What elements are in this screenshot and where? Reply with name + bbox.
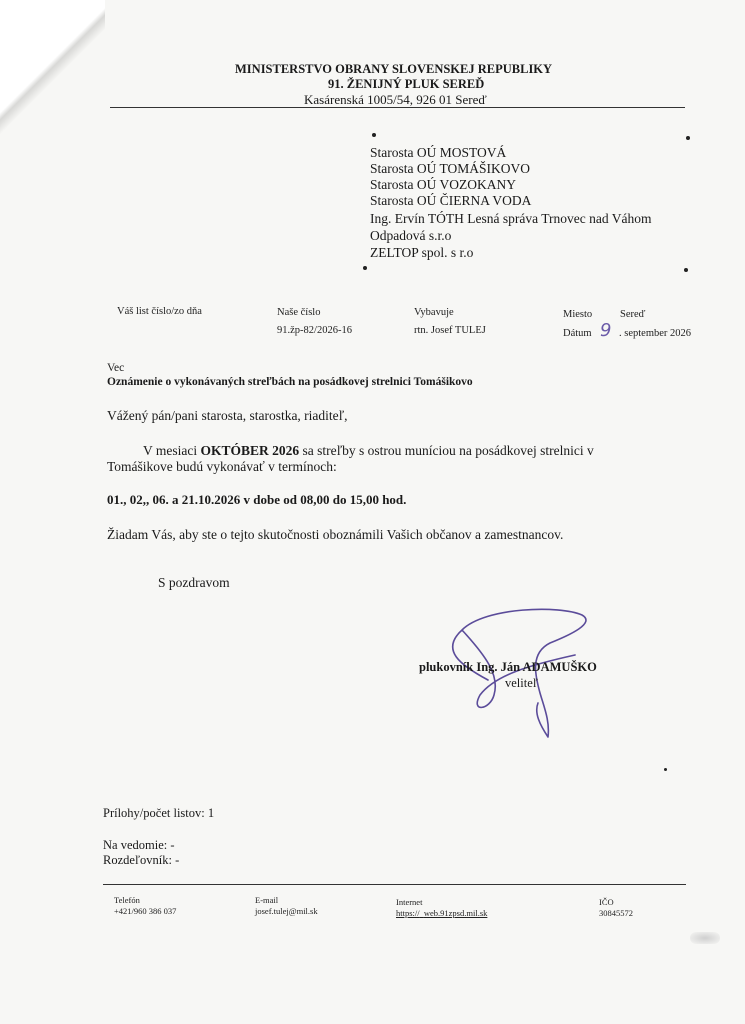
footer-ico — [599, 897, 633, 919]
signatory-name: plukovník Ing. Ján ADAMUŠKO — [419, 660, 597, 674]
ref-handler-value: rtn. Josef TULEJ — [414, 325, 486, 336]
footer-phone — [114, 895, 176, 917]
closing-greeting: S pozdravom — [158, 575, 230, 590]
body-p1-rest: sa streľby s ostrou muníciou na posádkovej strelnici v — [299, 443, 594, 458]
na-vedomie: Na vedomie: - — [103, 838, 175, 852]
ref-date-label: Dátum — [563, 328, 592, 339]
recipient-line: Starosta OÚ ČIERNA VODA — [370, 193, 532, 208]
footer-rule — [103, 884, 686, 885]
scan-smudge — [690, 932, 720, 944]
salutation: Vážený pán/pani starosta, starostka, riaditeľ, — [107, 408, 348, 423]
body-paragraph-line2: Tomášikove budú vykonávať v termínoch: — [107, 459, 337, 474]
footer-ico-label: IČO — [599, 897, 614, 907]
footer-internet — [396, 897, 487, 919]
footer-email-value[interactable]: josef.tulej@mil.sk — [255, 906, 318, 916]
address-marker-dot — [686, 136, 690, 140]
address-marker-dot — [372, 133, 376, 137]
footer-email-label: E-mail — [255, 895, 279, 905]
recipient-line: ZELTOP spol. s r.o — [370, 245, 474, 260]
recipient-line: Starosta OÚ VOZOKANY — [370, 177, 516, 192]
body-p1-month: OKTÓBER 2026 — [200, 443, 300, 458]
recipient-line: Ing. Ervín TÓTH Lesná správa Trnovec nad Váhom — [370, 211, 652, 226]
firing-dates: 01., 02,, 06. a 21.10.2026 v dobe od 08,00 do 15,00 hod. — [107, 492, 407, 507]
recipient-line: Starosta OÚ MOSTOVÁ — [370, 145, 507, 160]
footer-internet-value: web.91zpsd.mil.sk — [423, 908, 488, 918]
address-marker-dot — [363, 266, 367, 270]
subject-title: Oznámenie o vykonávaných streľbách na posádkovej strelnici Tomášikovo — [107, 376, 473, 388]
header-address: Kasárenská 1005/54, 926 01 Sereď — [304, 92, 487, 107]
footer-phone-value: +421/960 386 037 — [114, 906, 177, 916]
ref-date-day-handwritten: 9 — [600, 320, 612, 341]
recipient-line: Starosta OÚ TOMÁŠIKOVO — [370, 161, 531, 176]
ref-our-number-label: Naše číslo — [277, 307, 321, 318]
header-rule — [110, 107, 685, 108]
ref-your-letter-label: Váš list číslo/zo dňa — [117, 306, 202, 317]
body-p1-prefix: V mesiaci — [143, 443, 201, 458]
attachments-count: Prílohy/počet listov: 1 — [103, 806, 215, 820]
footer-email — [255, 895, 318, 917]
speck — [664, 768, 667, 771]
subject-label: Vec — [107, 362, 125, 374]
ref-handler-label: Vybavuje — [414, 307, 454, 318]
recipient-line: Odpadová s.r.o — [370, 228, 452, 243]
header-ministry: MINISTERSTVO OBRANY SLOVENSKEJ REPUBLIKY — [235, 62, 553, 76]
ref-date-rest: . september 2026 — [619, 328, 692, 339]
rozdelovnik: Rozdeľovník: - — [103, 853, 180, 867]
address-marker-dot — [684, 268, 688, 272]
header-unit: 91. ŽENIJNÝ PLUK SEREĎ — [328, 77, 485, 91]
folded-corner — [0, 0, 105, 140]
ref-place-label: Miesto — [563, 309, 593, 320]
body-paragraph-line1 — [143, 443, 594, 459]
footer-internet-label: Internet — [396, 897, 423, 907]
ref-our-number-value: 91.žp-82/2026-16 — [277, 325, 352, 336]
footer-internet-prefix: https:// — [396, 908, 420, 918]
request-text: Žiadam Vás, aby ste o tejto skutočnosti oboznámili Vašich občanov a zamestnancov. — [107, 527, 564, 542]
footer-internet-link[interactable] — [396, 908, 487, 919]
ref-place-value: Sereď — [620, 309, 646, 320]
footer-phone-label: Telefón — [114, 895, 140, 905]
signatory-role: veliteľ — [505, 676, 538, 690]
footer-ico-value: 30845572 — [599, 908, 633, 918]
